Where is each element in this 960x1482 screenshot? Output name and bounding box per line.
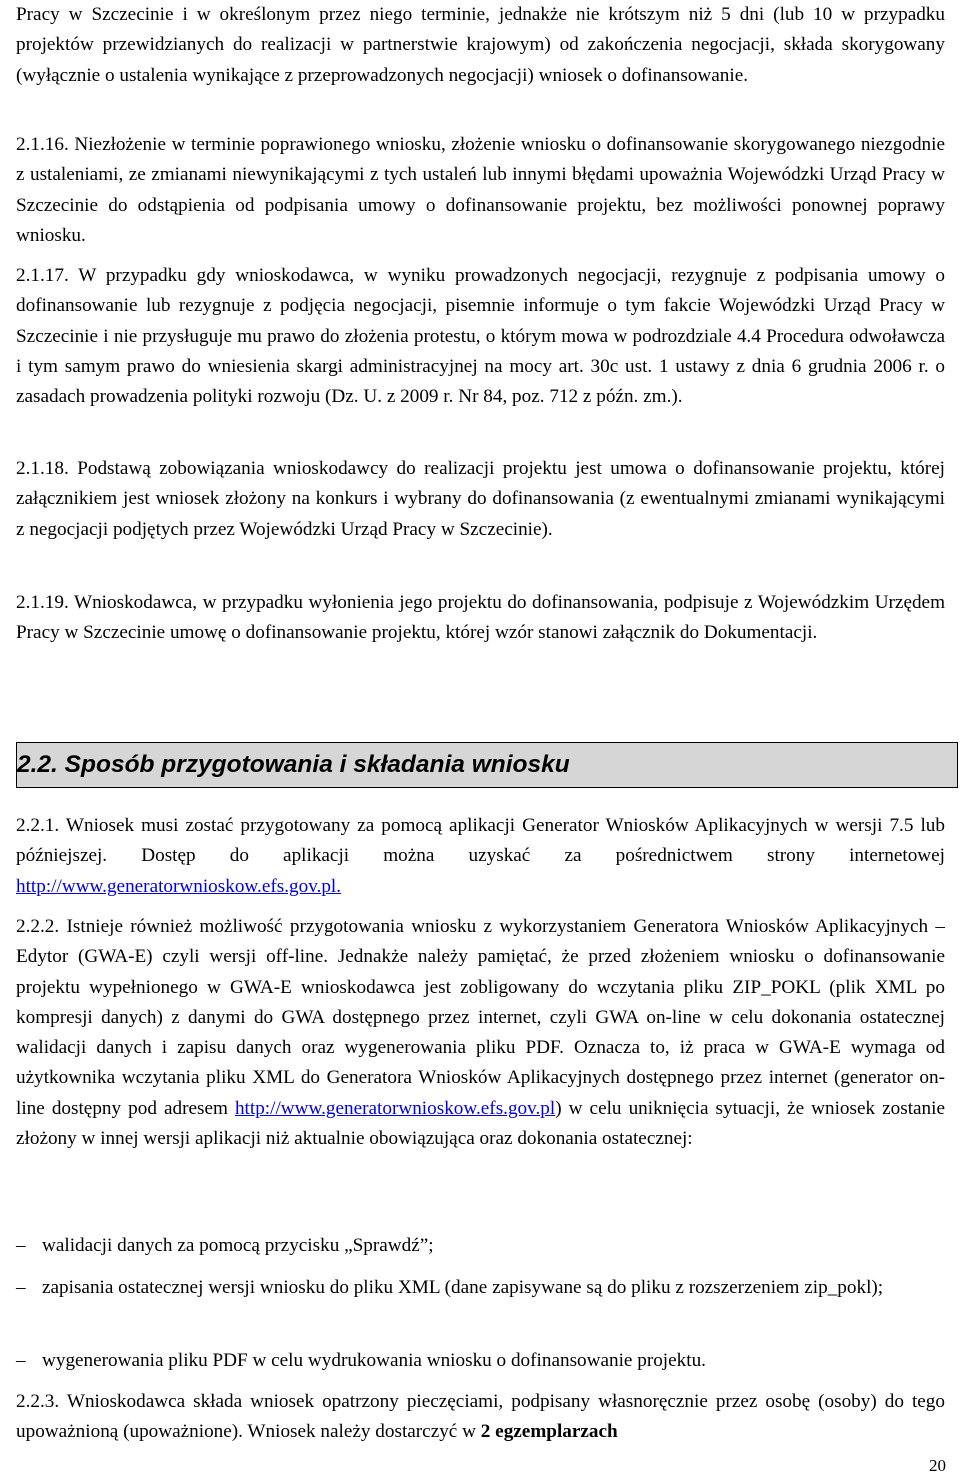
paragraph-2-1-18 — [16, 454, 945, 545]
paragraph-bold-text: 2 egzemplarzach — [480, 1421, 618, 1443]
paragraph-text: W przypadku gdy wnioskodawca, w wyniku prowadzonych negocjacji, rezygnuje z podpisania umowy o dofinansowanie lub rezygnuje z podjęcia negocjacji, pisemnie informuje o tym fakcie Wojewódzki Urząd Pracy w Szczecinie i nie przysługuje mu prawo do złożenia protestu, o którym mowa w podrozdziale 4.4 Procedura odwoławcza i tym samym prawo do wniesienia skargi administracyjnej na mocy art. 30c ust. 1 ustawy z dnia 6 grudnia 2006 r. o zasadach prowadzenia polityki rozwoju (Dz. U. z 2009 r. Nr 84, poz. 712 z późn. zm.). — [16, 265, 945, 408]
generator-link[interactable]: http://www.generatorwnioskow.efs.gov.pl. — [16, 875, 342, 897]
list-item-text: zapisania ostatecznej wersji wniosku do pliku XML (dane zapisywane są do pliku z rozszerzeniem zip_pokl); — [42, 1277, 884, 1298]
list-dash: – — [16, 1350, 26, 1371]
list-dash: – — [16, 1277, 26, 1298]
page-number: 20 — [929, 1456, 946, 1475]
list-item — [16, 1273, 945, 1303]
paragraph-2-2-3 — [16, 1387, 945, 1448]
list-item — [16, 1346, 945, 1376]
paragraph-number: 2.1.17. — [16, 265, 69, 286]
paragraph-2-1-19 — [16, 588, 945, 649]
list-item — [16, 1231, 945, 1261]
paragraph-number: 2.2.3. — [16, 1391, 60, 1412]
paragraph-number: 2.1.19. — [16, 592, 69, 613]
paragraph-text: Pracy w Szczecinie i w określonym przez niego terminie, jednakże nie krótszym niż 5 dni (lub 10 w przypadku projektów przewidzianych do realizacji w partnerstwie krajowym) od zakończenia negocjacji, składa skorygowany (wyłącznie o ustalenia wynikające z przeprowadzonych negocjacji) wniosek o dofinansowanie. — [16, 4, 945, 86]
paragraph-text-continued: ) w celu uniknięcia sytuacji, że wniosek zostanie złożony w innej wersji aplikacji niż aktualnie obowiązująca oraz dokonania ostatecznej: — [16, 1097, 945, 1150]
paragraph-2-2-2 — [16, 912, 945, 1154]
paragraph-number: 2.1.18. — [16, 458, 69, 479]
paragraph-number: 2.1.16. — [16, 134, 69, 155]
list-item-text: wygenerowania pliku PDF w celu wydrukowania wniosku o dofinansowanie projektu. — [42, 1350, 706, 1371]
generator-online-link[interactable]: http://www.generatorwnioskow.efs.gov.pl — [234, 1097, 556, 1119]
section-heading: 2.2. Sposób przygotowania i składania wniosku — [17, 751, 570, 778]
paragraph-continuation — [16, 0, 945, 91]
paragraph-text: Niezłożenie w terminie poprawionego wniosku, złożenie wniosku o dofinansowanie skorygowanego niezgodnie z ustaleniami, ze zmianami niewynikającymi z tych ustaleń lub innymi błędami upoważnia Wojewódzki Urząd Pracy w Szczecinie do odstąpienia od podpisania umowy o dofinansowanie projektu, bez możliwości ponownej poprawy wniosku. — [16, 134, 945, 246]
paragraph-number: 2.2.1. — [16, 815, 60, 836]
section-heading-bar — [16, 742, 958, 788]
paragraph-text: Wniosek musi zostać przygotowany za pomocą aplikacji Generator Wniosków Aplikacyjnych w wersji 7.5 lub późniejszej. Dostęp do aplikacji można uzyskać za pośrednictwem strony internetowej — [16, 815, 945, 867]
paragraph-text: Wnioskodawca, w przypadku wyłonienia jego projektu do dofinansowania, podpisuje z Wojewódzkim Urzędem Pracy w Szczecinie umowę o dofinansowanie projektu, której wzór stanowi załącznik do Dokumentacji. — [16, 592, 946, 644]
paragraph-text: Wnioskodawca składa wniosek opatrzony pieczęciami, podpisany własnoręcznie przez osobę (osoby) do tego upoważnioną (upoważnione). Wniosek należy dostarczyć w — [16, 1391, 945, 1443]
paragraph-2-1-16 — [16, 130, 945, 251]
paragraph-text: Istnieje również możliwość przygotowania wniosku z wykorzystaniem Generatora Wniosków Aplikacyjnych – Edytor (GWA-E) czyli wersji off-line. Jednakże należy pamiętać, że przed złożeniem wniosku o dofinansowanie projektu wypełnionego w GWA-E wnioskodawca jest zobligowany do wczytania pliku ZIP_POKL (plik XML po kompresji danych) z danymi do GWA dostępnego przez internet, czyli GWA on-line w celu dokonania ostatecznej walidacji danych i zapisu danych oraz wygenerowania pliku PDF. Oznacza to, iż praca w GWA-E wymaga od użytkownika wczytania pliku XML do Generatora Wniosków Aplikacyjnych dostępnego przez internet (generator on-line dostępny pod adresem — [16, 916, 946, 1119]
paragraph-2-2-1 — [16, 811, 945, 902]
list-dash: – — [16, 1235, 26, 1256]
paragraph-text: Podstawą zobowiązania wnioskodawcy do realizacji projektu jest umowa o dofinansowanie projektu, której załącznikiem jest wniosek złożony na konkurs i wybrany do dofinansowania (z ewentualnymi zmianami wynikającymi z negocjacji podjętych przez Wojewódzki Urząd Pracy w Szczecinie). — [16, 458, 945, 540]
paragraph-2-1-17 — [16, 261, 945, 412]
paragraph-number: 2.2.2. — [16, 916, 60, 937]
list-item-text: walidacji danych za pomocą przycisku „Sprawdź”; — [42, 1235, 434, 1256]
